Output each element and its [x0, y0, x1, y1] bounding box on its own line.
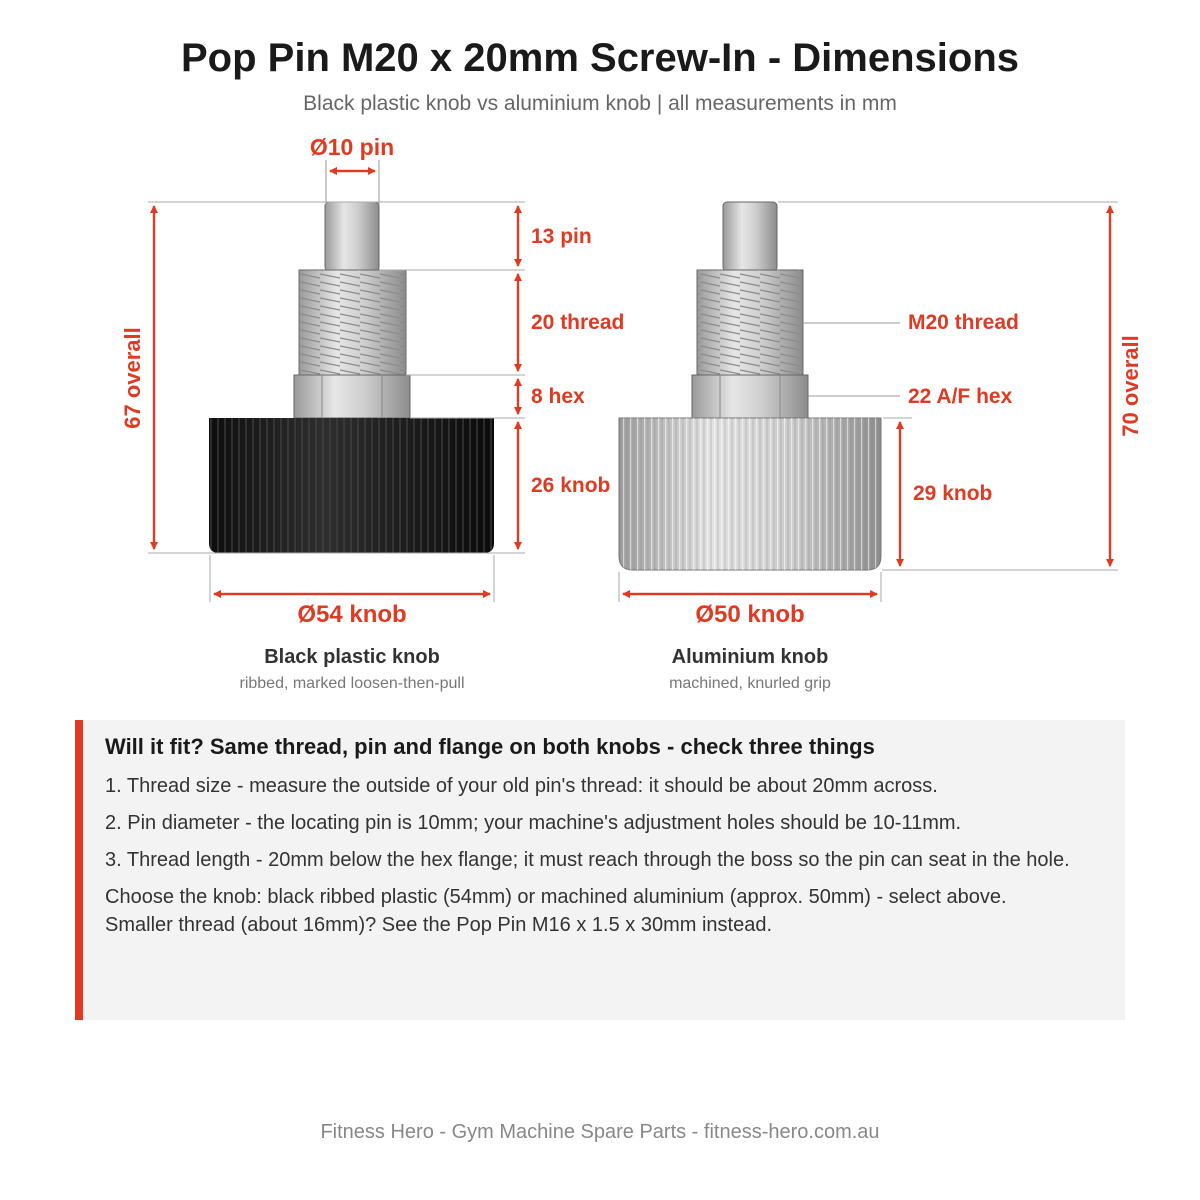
- left-hex-flange: [294, 375, 410, 418]
- right-pin-shaft: [723, 202, 777, 271]
- left-knob-diameter-label: Ø54 knob: [297, 601, 407, 628]
- left-pin-shaft: [325, 202, 379, 271]
- right-caption-subtitle: machined, knurled grip: [669, 675, 831, 692]
- page-title: Pop Pin M20 x 20mm Screw-In - Dimensions: [180, 36, 1019, 80]
- left-overall-label: 67 overall: [120, 327, 145, 429]
- footer-credit: Fitness Hero - Gym Machine Spare Parts - fitness-hero.com.au: [320, 1121, 880, 1143]
- right-hex-flange: [692, 375, 808, 418]
- fit-check-heading: Will it fit? Same thread, pin and flange on both knobs - check three things: [105, 734, 875, 759]
- right-hex-label: 22 A/F hex: [908, 385, 1013, 408]
- right-caption-title: Aluminium knob: [671, 646, 829, 668]
- left-knob-height-label: 26 knob: [531, 474, 611, 497]
- fit-check-item-thread: 1. Thread size - measure the outside of your old pin's thread: it should be about 20mm across.: [105, 775, 938, 797]
- fit-check-panel: [75, 720, 1125, 1020]
- fit-check-note-line2: Smaller thread (about 16mm)? See the Pop Pin M16 x 1.5 x 30mm instead.: [105, 914, 773, 936]
- page-subtitle: Black plastic knob vs aluminium knob | all measurements in mm: [303, 92, 897, 115]
- fit-check-item-length: 3. Thread length - 20mm below the hex flange; it must reach through the boss so the pin can seat in the hole.: [105, 849, 1070, 871]
- left-caption-subtitle: ribbed, marked loosen-then-pull: [239, 675, 465, 692]
- aluminium-knob-pop-pin: [619, 202, 881, 570]
- left-pin-diameter-label: Ø10 pin: [309, 134, 395, 160]
- fit-check-note-line1: Choose the knob: black ribbed plastic (54mm) or machined aluminium (approx. 50mm) - select above.: [105, 886, 1007, 908]
- left-hex-label: 8 hex: [531, 385, 585, 408]
- left-thread-label: 20 thread: [531, 311, 625, 334]
- fit-check-item-pin: 2. Pin diameter - the locating pin is 10mm; your machine's adjustment holes should be 10-11mm.: [105, 812, 962, 834]
- right-thread-label: M20 thread: [908, 311, 1019, 334]
- fit-check-note: [105, 883, 1095, 939]
- left-pin-length-label: 13 pin: [531, 225, 592, 248]
- right-overall-label: 70 overall: [1118, 335, 1143, 437]
- right-knob-diameter-label: Ø50 knob: [695, 601, 805, 628]
- right-knob-height-label: 29 knob: [913, 482, 993, 505]
- left-caption-title: Black plastic knob: [264, 646, 440, 668]
- black-knob-pop-pin: [209, 202, 494, 553]
